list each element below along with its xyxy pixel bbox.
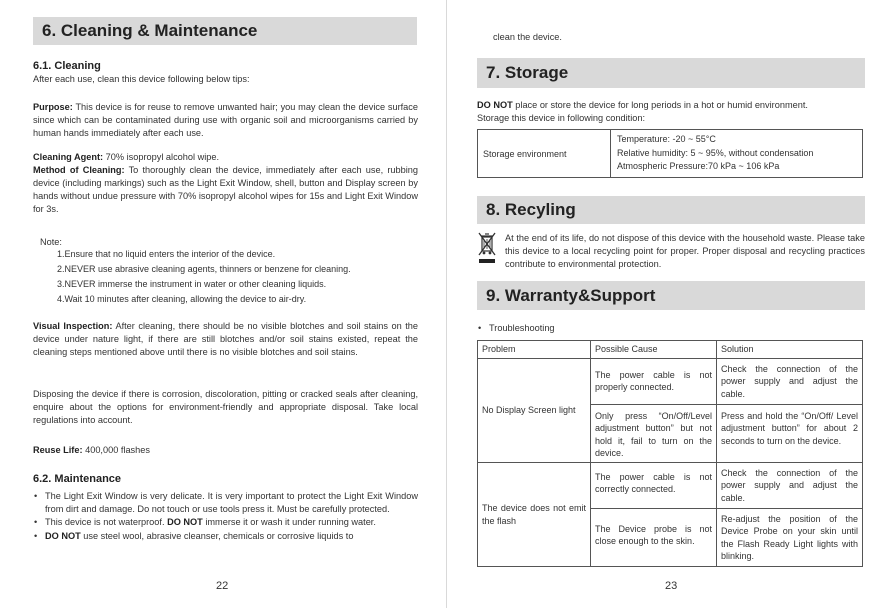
- bullet-emphasis: DO NOT: [45, 530, 81, 541]
- note-item: 2.NEVER use abrasive cleaning agents, thinners or benzene for cleaning.: [57, 264, 351, 274]
- bullet-emphasis: DO NOT: [167, 517, 203, 528]
- page-number: 22: [216, 580, 229, 592]
- solution-cell: Press and hold the “On/Off/ Level adjustment button” for about 2 seconds to turn on the device.: [717, 405, 863, 463]
- purpose-label: Purpose:: [33, 102, 73, 112]
- problem-cell: The device does not emit the flash: [478, 463, 591, 567]
- note-label: Note:: [40, 237, 62, 247]
- section-title: 8. Recyling: [486, 200, 576, 219]
- storage-warning-text: place or store the device for long periods in a hot or humid environment.: [515, 100, 808, 110]
- storage-warning: [477, 99, 867, 112]
- cause-cell: The power cable is not correctly connected.: [591, 463, 717, 509]
- storage-condition-intro: Storage this device in following condition:: [477, 113, 646, 123]
- table-row: [478, 463, 863, 509]
- table-header: Possible Cause: [591, 341, 717, 359]
- section-heading-storage: [477, 58, 865, 88]
- cause-cell: Only press “On/Off/Level adjustment button” but not hold it, fail to turn on the device.: [591, 405, 717, 463]
- table-header: Solution: [717, 341, 863, 359]
- section-heading-recycling: [477, 196, 865, 224]
- solution-cell: Re-adjust the position of the Device Probe on your skin until the Flash Ready Light lights with blinking.: [717, 509, 863, 567]
- section-title: 9. Warranty&Support: [486, 285, 656, 305]
- solution-cell: Check the connection of the power supply and adjust the cable.: [717, 359, 863, 405]
- subsection-heading-cleaning: 6.1. Cleaning: [33, 60, 101, 72]
- maintenance-bullets: [33, 490, 418, 543]
- bullet-text: This device is not waterproof.: [45, 517, 165, 528]
- storage-table: [477, 129, 863, 178]
- note-list: [57, 247, 417, 307]
- weee-crossed-bin-icon: [478, 231, 496, 267]
- bullet-text: use steel wool, abrasive cleanser, chemicals or corrosive liquids to: [83, 530, 354, 541]
- bullet-item: • Troubleshooting: [477, 322, 677, 335]
- method-paragraph: [33, 164, 418, 216]
- bullet-text: immerse it or wash it under running water.: [205, 517, 376, 528]
- left-page: [0, 0, 447, 608]
- storage-condition: Relative humidity: 5 ~ 95%, without condensation: [617, 147, 814, 158]
- cause-cell: The Device probe is not close enough to the skin.: [591, 509, 717, 567]
- table-header-row: [478, 341, 863, 359]
- purpose-text: This device is for reuse to remove unwanted hair; you may clean the device surface since which can be contaminated during use with organic soil and microorganisms carried by human hands immediately after each use.: [33, 102, 418, 138]
- maintenance-bullet: [33, 530, 418, 543]
- troubleshooting-table: [477, 340, 863, 567]
- method-label: Method of Cleaning:: [33, 165, 125, 175]
- storage-label-text: Storage environment: [483, 148, 567, 159]
- solution-cell: Check the connection of the power supply and adjust the cable.: [717, 463, 863, 509]
- note-item: 4.Wait 10 minutes after cleaning, allowing the device to air-dry.: [57, 294, 307, 304]
- visual-inspection-paragraph: [33, 320, 418, 359]
- subsection-heading-maintenance: 6.2. Maintenance: [33, 473, 122, 485]
- problem-cell: No Display Screen light: [478, 359, 591, 463]
- agent-label: Cleaning Agent:: [33, 152, 104, 162]
- recycling-text: At the end of its life, do not dispose of this device with the household waste. Please take this device to a local recycling point for proper. Proper disposal and recycling practices contribute to environmental protection.: [505, 233, 865, 269]
- reuse-label: Reuse Life:: [33, 445, 83, 455]
- visual-label: Visual Inspection:: [33, 321, 113, 331]
- cleaning-intro: After each use, clean this device following below tips:: [33, 74, 250, 84]
- note-item: 3.NEVER immerse the instrument in water or other cleaning liquids.: [57, 279, 327, 289]
- purpose-paragraph: [33, 101, 418, 140]
- section-heading-cleaning-maintenance: [33, 17, 417, 45]
- agent-text: 70% isopropyl alcohol wipe.: [105, 152, 220, 162]
- section-title: 7. Storage: [486, 63, 569, 82]
- method-text: To thoroughly clean the device, immediately after each use, rubbing device (including markings) such as the Light Exit Window, shell, button and Display screen by hands without undue pressure with 70% isopropyl alcohol wipes for 15s and Light Exit Window for 3s.: [33, 165, 419, 214]
- reuse-life-paragraph: [33, 444, 418, 457]
- storage-condition: Temperature: -20 ~ 55°C: [617, 134, 716, 144]
- storage-conditions-cell: [611, 130, 863, 178]
- cleaning-agent-paragraph: [33, 151, 418, 164]
- troubleshooting-bullet: [477, 322, 677, 335]
- table-header: Problem: [478, 341, 591, 359]
- section-title: 6. Cleaning & Maintenance: [42, 21, 258, 40]
- table-row: [478, 359, 863, 405]
- visual-text: After cleaning, there should be no visible blotches and soil stains on the device under nature light, if there are still blotches and/or soil stains existed, repeat the cleaning steps mentioned above until there is no visible blotches and soil stains.: [33, 321, 419, 357]
- right-page: [448, 0, 895, 608]
- maintenance-bullet: [33, 516, 418, 529]
- disposal-paragraph: Disposing the device if there is corrosion, discoloration, pitting or cracked seals after cleaning, enquire about the options for environment-friendly and appropriate disposal. Take local regulations into account.: [33, 389, 418, 425]
- storage-warning-emphasis: DO NOT: [477, 100, 513, 110]
- note-item: 1.Ensure that no liquid enters the interior of the device.: [57, 249, 276, 259]
- reuse-text: 400,000 flashes: [85, 445, 150, 455]
- maintenance-bullet: • The Light Exit Window is very delicate. It is very important to protect the Light Exit Window from dirt and damage. Do not touch or use tools press it. Must be carefully protected.: [33, 490, 418, 516]
- section-heading-warranty: [477, 281, 865, 310]
- storage-table-label: [478, 130, 611, 178]
- continuation-text: clean the device.: [493, 32, 562, 42]
- storage-condition: Atmospheric Pressure:70 kPa ~ 106 kPa: [617, 161, 780, 171]
- cause-cell: The power cable is not properly connected.: [591, 359, 717, 405]
- page-number: 23: [665, 580, 678, 592]
